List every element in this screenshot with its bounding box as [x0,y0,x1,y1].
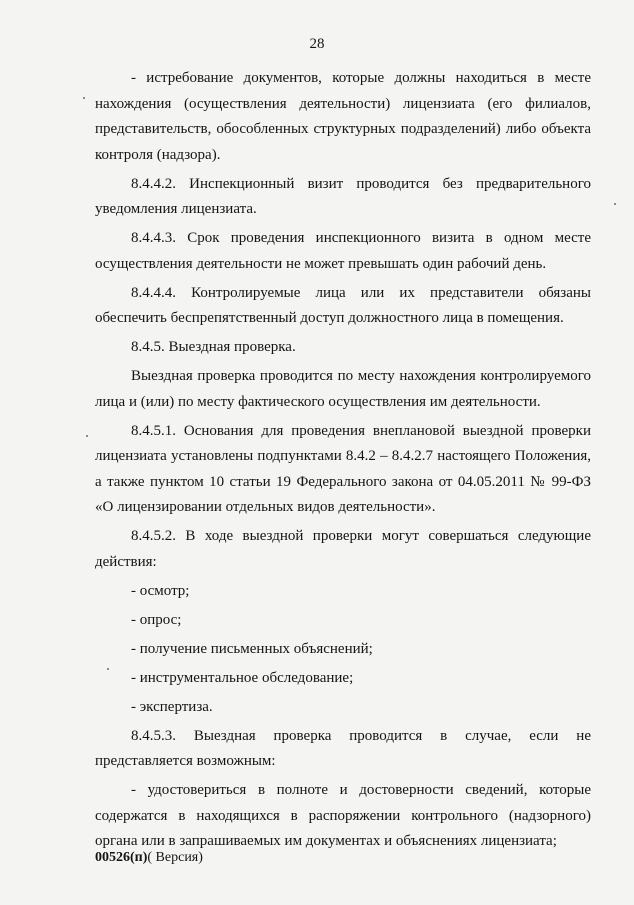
list-item: - осмотр; [131,582,190,599]
document-code: 00526(п) [95,850,148,865]
document-footer [95,850,203,866]
paragraph: 8.4.5.1. Основания для проведения внеплановой выездной проверки лицензиата установлены подпунктами 8.4.2 – 8.4.2.7 настоящего Положения, а также пунктом 10 статьи 19 Федерального закона от 04.05.2011 № 99-ФЗ «О лицензировании отдельных видов деятельности». [95,422,591,515]
paragraph: 8.4.5.2. В ходе выездной проверки могут совершаться следующие действия: [95,528,591,570]
list-item: - инструментальное обследование; [131,669,354,686]
page-number: 28 [309,36,325,52]
list-item: - экспертиза. [131,698,213,715]
list-item: - опрос; [131,611,182,628]
scan-speck [107,668,109,670]
scan-speck [86,435,88,437]
paragraph: - удостовериться в полноте и достоверности сведений, которые содержатся в находящихся в распоряжении контрольного (надзорного) органа или в запрашиваемых им документах и объяснениях лицензиата; [95,782,591,849]
document-version: ( Версия) [147,850,203,865]
paragraph: 8.4.5.3. Выездная проверка проводится в случае, если не представляется возможным: [95,727,591,769]
paragraph: - истребование документов, которые должны находиться в месте нахождения (осуществления деятельности) лицензиата (его филиалов, представительств, обособленных структурных подразделений) либо объекта контроля (надзора). [95,70,591,163]
document-body [95,66,591,858]
list-item: - получение письменных объяснений; [131,640,373,657]
scan-speck [83,97,85,99]
paragraph: 8.4.4.3. Срок проведения инспекционного визита в одном месте осуществления деятельности не может превышать один рабочий день. [95,230,591,272]
scan-speck [614,203,616,205]
paragraph: Выездная проверка проводится по месту нахождения контролируемого лица и (или) по месту фактического осуществления им деятельности. [95,368,591,410]
paragraph: 8.4.4.4. Контролируемые лица или их представители обязаны обеспечить беспрепятственный доступ должностного лица в помещения. [95,284,591,326]
paragraph: 8.4.4.2. Инспекционный визит проводится без предварительного уведомления лицензиата. [95,175,591,217]
section-heading: 8.4.5. Выездная проверка. [131,339,296,355]
